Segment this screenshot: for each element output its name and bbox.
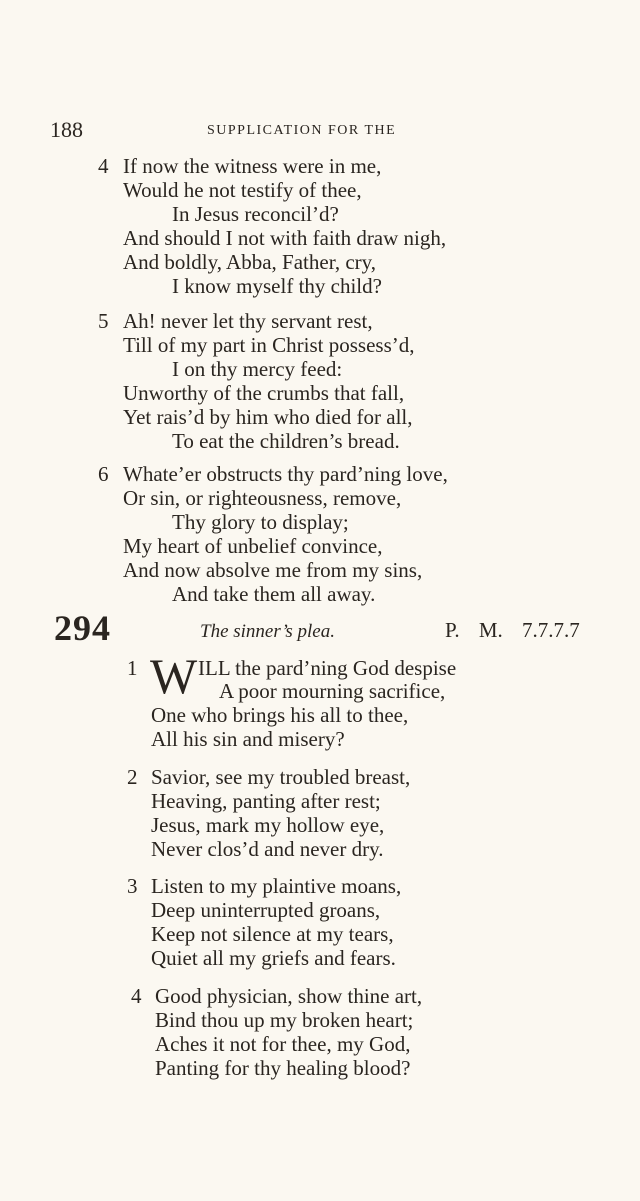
- verse-line: Or sin, or righteousness, remove,: [123, 486, 402, 510]
- verse-line: Good physician, show thine art,: [155, 984, 423, 1008]
- verse-line: Keep not silence at my tears,: [151, 922, 394, 946]
- verse-number: 2: [127, 765, 138, 789]
- verse-line: Unworthy of the crumbs that fall,: [123, 381, 405, 405]
- verse-line: Would he not testify of thee,: [123, 178, 362, 202]
- verse-line: And should I not with faith draw nigh,: [123, 226, 447, 250]
- verse-line: My heart of unbelief convince,: [123, 534, 383, 558]
- verse-line: If now the witness were in me,: [123, 154, 382, 178]
- verse-line: Till of my part in Christ possess’d,: [123, 333, 415, 357]
- verse-number: 4: [98, 154, 109, 178]
- verse-line: And now absolve me from my sins,: [123, 558, 423, 582]
- page-number: 188: [50, 117, 83, 142]
- verse-line: Deep uninterrupted groans,: [151, 898, 381, 922]
- verse-line: All his sin and misery?: [151, 727, 345, 751]
- drop-cap: W: [150, 648, 198, 704]
- verse-number: 5: [98, 309, 109, 333]
- verse-line: Jesus, mark my hollow eye,: [151, 813, 385, 837]
- verse-line: Bind thou up my broken heart;: [155, 1008, 414, 1032]
- verse-line: Ah! never let thy servant rest,: [123, 309, 373, 333]
- verse-number: 3: [127, 874, 138, 898]
- verse-number: 1: [127, 656, 138, 680]
- hymn-number: 294: [54, 608, 111, 648]
- verse-line: Listen to my plaintive moans,: [151, 874, 402, 898]
- verse-line: Whate’er obstructs thy pard’ning love,: [123, 462, 448, 486]
- verse-line: Yet rais’d by him who died for all,: [123, 405, 413, 429]
- verse-line: Thy glory to display;: [172, 510, 349, 534]
- running-head: SUPPLICATION FOR THE: [207, 123, 397, 138]
- verse-line: Heaving, panting after rest;: [151, 789, 381, 813]
- verse-line: I know myself thy child?: [172, 274, 382, 298]
- verse-line: Savior, see my troubled breast,: [151, 765, 411, 789]
- hymn-meter: P. M. 7.7.7.7: [445, 618, 580, 642]
- verse-line: ILL the pard’ning God despise: [198, 656, 457, 680]
- verse-line: And boldly, Abba, Father, cry,: [123, 250, 377, 274]
- verse-line: A poor mourning sacrifice,: [219, 679, 446, 703]
- verse-line: Quiet all my griefs and fears.: [151, 946, 396, 970]
- verse-line: To eat the children’s bread.: [172, 429, 400, 453]
- verse-number: 6: [98, 462, 109, 486]
- verse-line: Panting for thy healing blood?: [155, 1056, 411, 1080]
- verse-line: One who brings his all to thee,: [151, 703, 409, 727]
- verse-line: Never clos’d and never dry.: [151, 837, 384, 861]
- verse-line: And take them all away.: [172, 582, 376, 606]
- verse-line: Aches it not for thee, my God,: [155, 1032, 411, 1056]
- verse-line: I on thy mercy feed:: [172, 357, 343, 381]
- hymn-title: The sinner’s plea.: [200, 621, 335, 642]
- verse-line: In Jesus reconcil’d?: [172, 202, 339, 226]
- verse-number: 4: [131, 984, 142, 1008]
